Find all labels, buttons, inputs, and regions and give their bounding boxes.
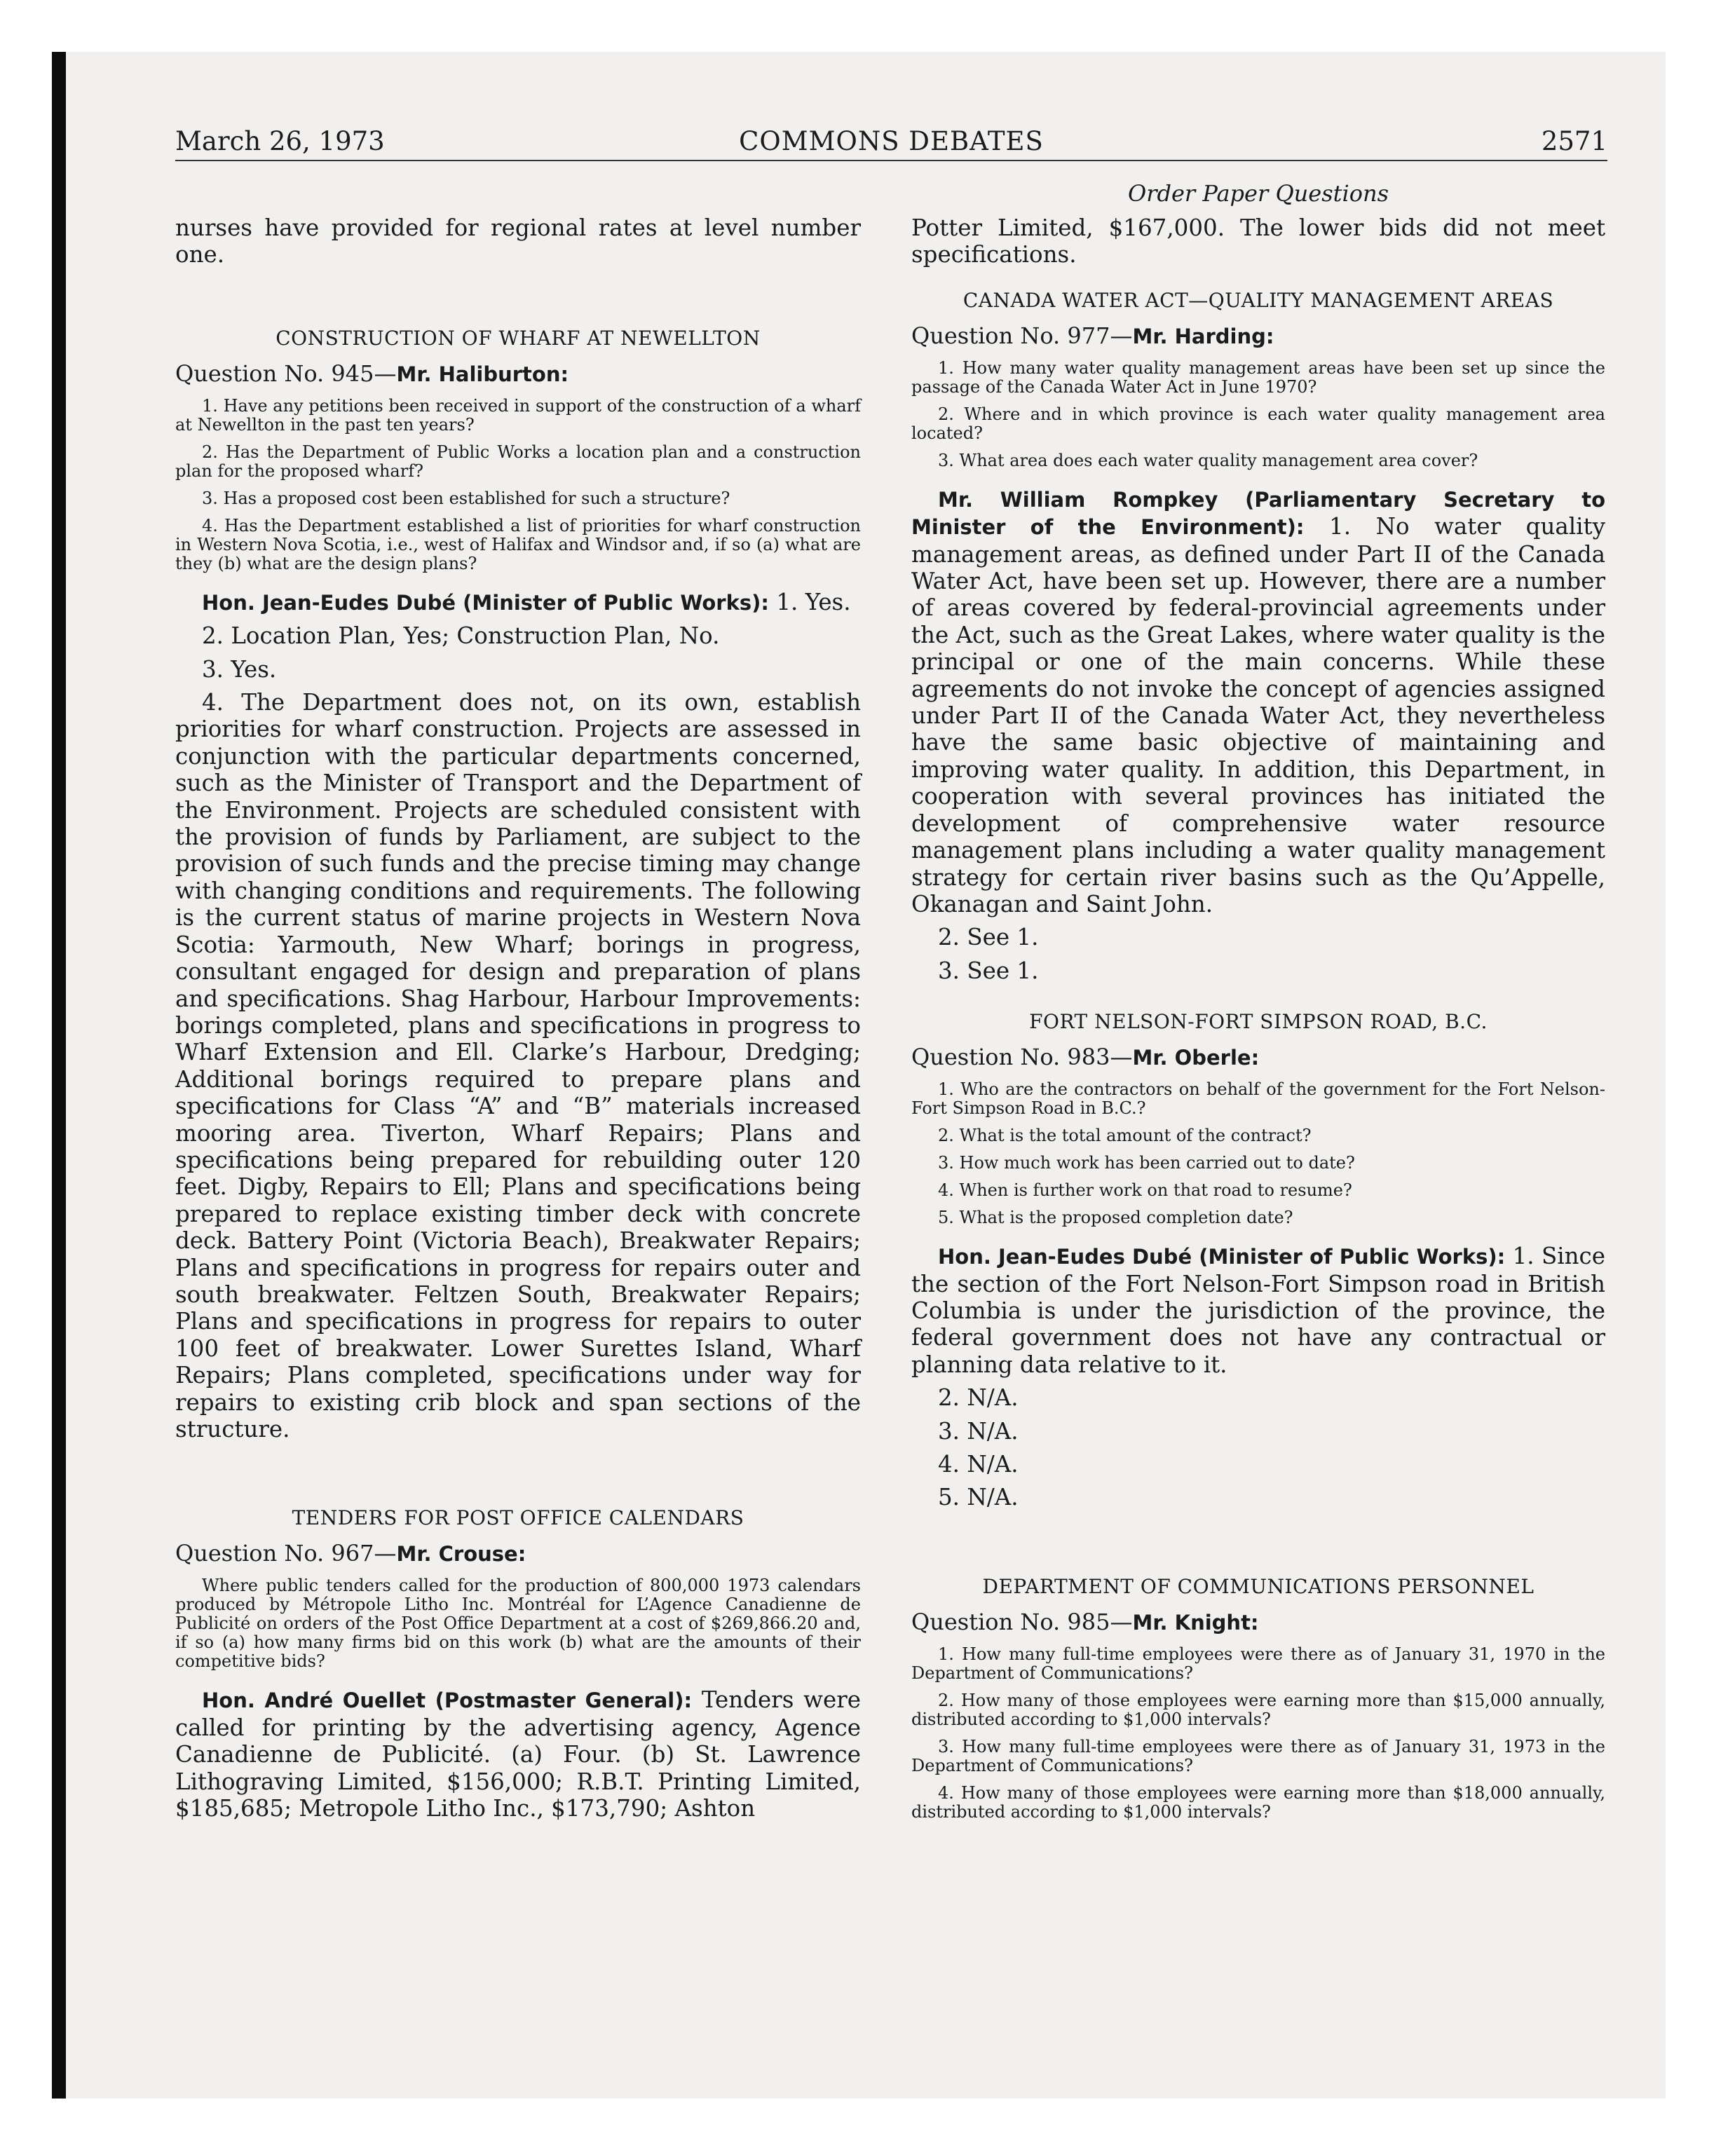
answer-item: 5. N/A.	[938, 1484, 1019, 1511]
header-title: COMMONS DEBATES	[739, 126, 1044, 156]
question-item: 4. When is further work on that road to resume?	[938, 1180, 1352, 1201]
spacer	[911, 268, 1605, 289]
asker-name: Mr. Oberle:	[1132, 1046, 1260, 1070]
question-item: 1. How many full-time employees were there as of January 31, 1970 in the Department of Communications?	[911, 1644, 1605, 1683]
question-number	[911, 1043, 1605, 1072]
answer-item: 4. N/A.	[938, 1450, 1019, 1478]
spacer	[911, 1511, 1605, 1576]
question-item: 3. Has a proposed cost been established for such a structure?	[202, 488, 730, 508]
answer-item: 2. See 1.	[938, 924, 1039, 951]
asker-name: Mr. Crouse:	[396, 1542, 526, 1567]
answer-paragraph	[911, 1243, 1605, 1378]
question-number	[911, 322, 1605, 350]
spacer	[175, 268, 861, 327]
continuation-text: nurses have provided for regional rates at level number one.	[175, 214, 861, 268]
scan-edge-bar	[52, 52, 66, 2099]
answer-item: 3. See 1.	[938, 957, 1039, 984]
question-number-text: Question No. 985—	[911, 1608, 1133, 1635]
question-item: 3. How many full-time employees were there as of January 31, 1973 in the Department of Communications?	[911, 1736, 1605, 1775]
asker-name: Mr. Haliburton:	[396, 362, 569, 386]
question-item: 3. What area does each water quality management area cover?	[938, 450, 1478, 470]
answer-text: 1. No water quality management areas, as defined under Part II of the Canada Water Act, have been set up. However, there are a number of areas covered by federal-provincial agreements under the Act, such as the Great Lakes, where water quality is the principal or one of the main concerns. While these agreements do not invoke the concept of agencies assigned under Part II of the Canada Water Act, they nevertheless have the same basic objective of maintaining and improving water quality. In addition, this Department, in cooperation with several provinces has initiated the development of comprehensive water resource management plans including a water quality management strategy for certain river basins such as the Qu’Appelle, Okanagan and Saint John.	[911, 513, 1605, 917]
question-item: 2. What is the total amount of the contract?	[938, 1126, 1312, 1146]
answer-paragraph	[175, 589, 861, 616]
answer-paragraph	[911, 486, 1605, 918]
question-item: Where public tenders called for the production of 800,000 1973 calendars produced by Métropole Litho Inc. Montréal for L’Agence Canadienne de Publicité on orders of the Post Office Department at a cost of $269,866.20 and, if so (a) how many firms bid on this work (b) what are the amounts of their competitive bids?	[175, 1576, 861, 1672]
right-column	[911, 214, 1605, 1822]
question-item: 1. How many water quality management areas have been set up since the passage of the Canada Water Act in June 1970?	[911, 357, 1605, 397]
question-item: 2. How many of those employees were earning more than $15,000 annually, distributed according to $1,000 intervals?	[911, 1690, 1605, 1729]
section-heading: CONSTRUCTION OF WHARF AT NEWELLTON	[275, 326, 761, 350]
question-item: 5. What is the proposed completion date?	[938, 1208, 1293, 1228]
question-number	[911, 1608, 1605, 1637]
answer-text: Tenders were called for printing by the advertising agency, Agence Canadienne de Publicité. (a) Four. (b) St. Lawrence Lithograving Limited, $156,000; R.B.T. Printing Limited, $185,685; Metropole Litho Inc., $173,790; Ashton	[175, 1686, 861, 1822]
question-item: 3. How much work has been carried out to date?	[938, 1153, 1355, 1173]
question-number-text: Question No. 967—	[175, 1540, 397, 1567]
answer-item: 4. The Department does not, on its own, establish priorities for wharf construction. Projects are assessed in conjunction with the particular departments concerned, such as the Minister of Transport and the Department of the Environment. Projects are scheduled consistent with the provision of funds by Parliament, are subject to the provision of such funds and the precise timing may change with changing conditions and requirements. The following is the current status of marine projects in Western Nova Scotia: Yarmouth, New Wharf; borings in progress, consultant engaged for design and preparation of plans and specifications. Shag Harbour, Harbour Improvements: borings completed, plans and specifications in progress to Wharf Extension and Ell. Clarke’s Harbour, Dredging; Additional borings required to prepare plans and specifications for Class “A” and “B” materials increased mooring area. Tiverton, Wharf Repairs; Plans and specifications being prepared for rebuilding outer 120 feet. Digby, Repairs to Ell; Plans and specifications being prepared to replace existing timber deck with concrete deck. Battery Point (Victoria Beach), Breakwater Repairs; Plans and specifications in progress for repairs outer and south breakwater. Feltzen South, Breakwater Repairs; Plans and specifications in progress for repairs to outer 100 feet of breakwater. Lower Surettes Island, Wharf Repairs; Plans completed, specifications under way for repairs to existing crib block and span sections of the structure.	[175, 689, 861, 1442]
question-item: 4. How many of those employees were earning more than $18,000 annually, distributed according to $1,000 intervals?	[911, 1782, 1605, 1822]
asker-name: Mr. Knight:	[1132, 1610, 1259, 1635]
asker-name: Mr. Harding:	[1132, 324, 1274, 348]
section-heading: CANADA WATER ACT—QUALITY MANAGEMENT AREAS	[962, 288, 1554, 312]
speaker-name: Mr. William Rompkey (Parliamentary Secretary to Minister of the Environment):	[911, 487, 1605, 540]
left-column	[175, 214, 861, 1822]
header-date: March 26, 1973	[175, 126, 385, 156]
answer-text: 1. Yes.	[776, 588, 851, 615]
section-heading: DEPARTMENT OF COMMUNICATIONS PERSONNEL	[982, 1574, 1535, 1598]
question-item: 2. Where and in which province is each water quality management area located?	[911, 404, 1605, 443]
speaker-name: Hon. Jean-Eudes Dubé (Minister of Public Works):	[938, 1245, 1506, 1269]
spacer	[911, 984, 1605, 1011]
question-item: 2. Has the Department of Public Works a location plan and a construction plan for the proposed wharf?	[175, 442, 861, 481]
speaker-name: Hon. André Ouellet (Postmaster General):	[202, 1688, 693, 1713]
section-subtitle: Order Paper Questions	[1127, 180, 1389, 207]
spacer	[175, 1442, 861, 1507]
question-item: 1. Who are the contractors on behalf of the government for the Fort Nelson-Fort Simpson Road in B.C.?	[911, 1079, 1605, 1119]
question-item: 1. Have any petitions been received in support of the construction of a wharf at Newellton in the past ten years?	[175, 395, 861, 435]
question-item: 4. Has the Department established a list of priorities for wharf construction in Western Nova Scotia, i.e., west of Halifax and Windsor and, if so (a) what are they (b) what are the design plans?	[175, 515, 861, 573]
answer-item: 2. N/A.	[938, 1384, 1019, 1412]
page-header	[175, 128, 1607, 161]
answer-paragraph	[175, 1686, 861, 1822]
answer-text: 1. Since the section of the Fort Nelson-Fort Simpson road in British Columbia is under the jurisdiction of the province, the federal government does not have any contractual or planning data relative to it.	[911, 1243, 1605, 1378]
question-number-text: Question No. 977—	[911, 322, 1133, 349]
answer-item: 3. N/A.	[938, 1417, 1019, 1445]
answer-item: 2. Location Plan, Yes; Construction Plan, No.	[202, 622, 720, 650]
question-number	[175, 1539, 861, 1568]
header-page-number: 2571	[1541, 126, 1607, 156]
section-heading: TENDERS FOR POST OFFICE CALENDARS	[292, 1506, 744, 1530]
speaker-name: Hon. Jean-Eudes Dubé (Minister of Public Works):	[202, 590, 770, 615]
continuation-text: Potter Limited, $167,000. The lower bids did not meet specifications.	[911, 214, 1605, 268]
answer-item: 3. Yes.	[202, 655, 277, 683]
question-number-text: Question No. 983—	[911, 1044, 1133, 1071]
section-heading: FORT NELSON-FORT SIMPSON ROAD, B.C.	[1029, 1010, 1488, 1034]
question-number-text: Question No. 945—	[175, 360, 397, 387]
question-number	[175, 360, 861, 388]
